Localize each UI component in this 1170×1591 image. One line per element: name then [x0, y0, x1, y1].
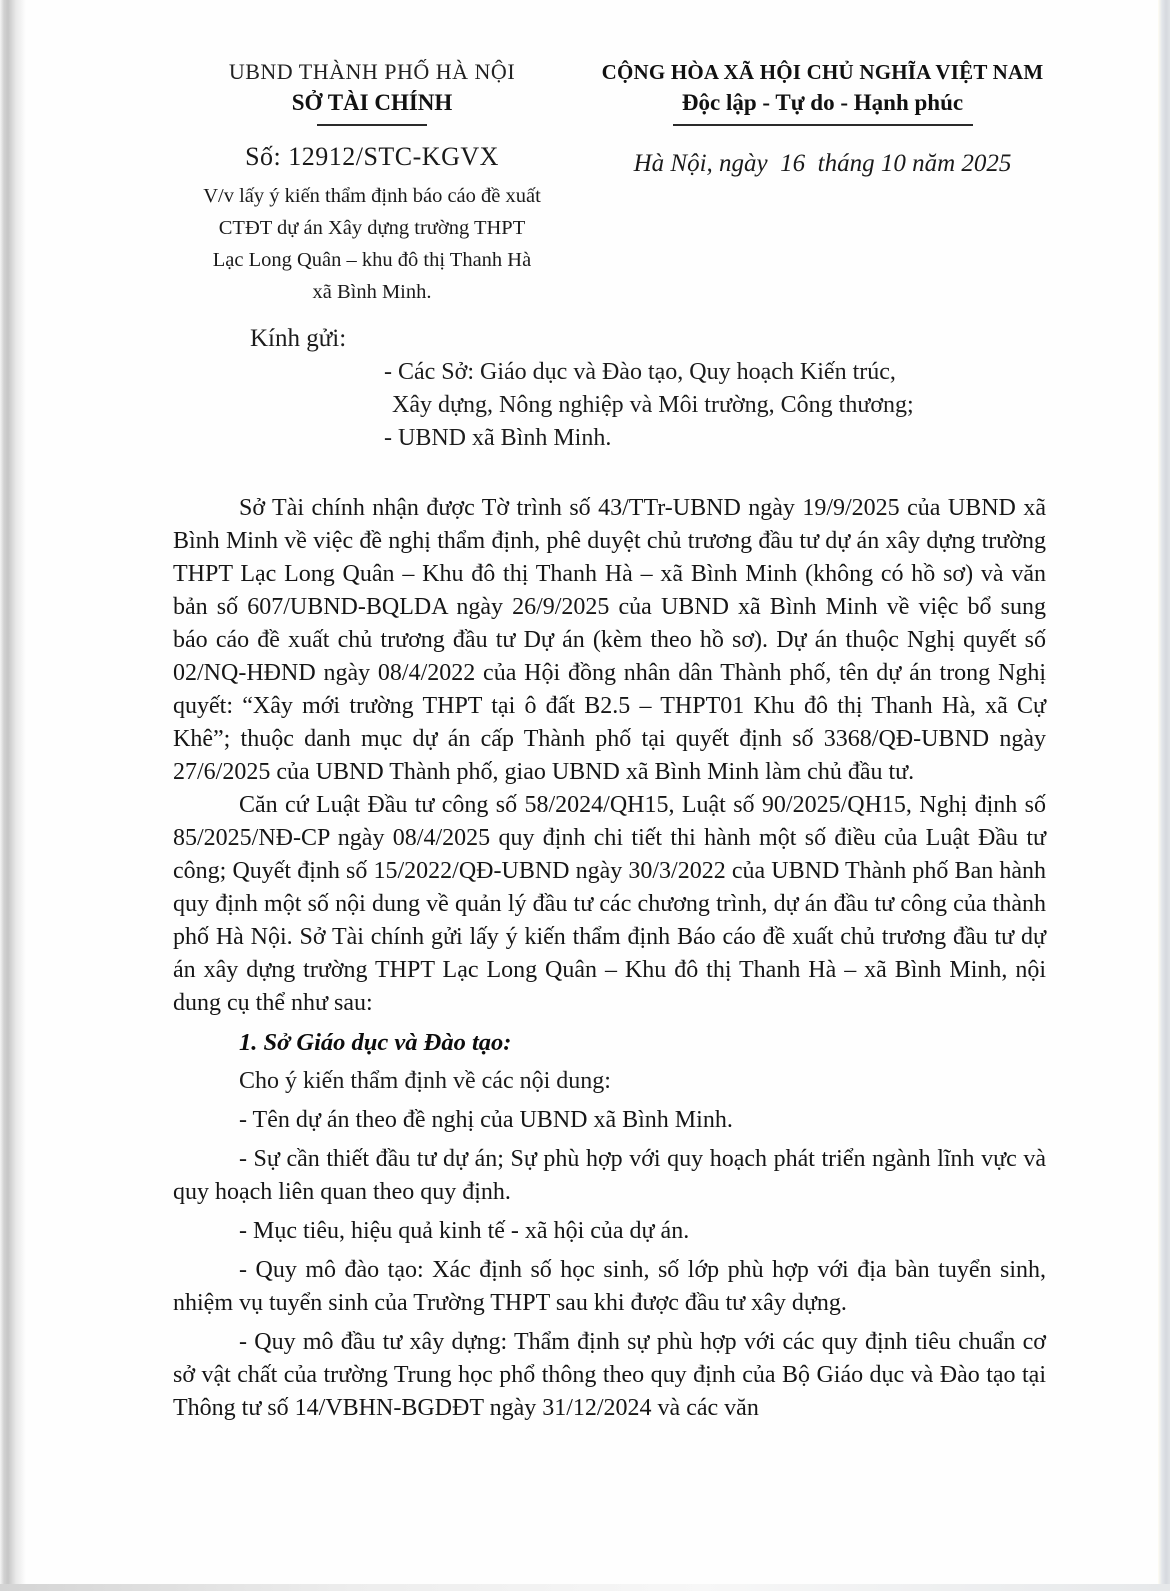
section-1-item: - Mục tiêu, hiệu quả kinh tế - xã hội của dự án. — [239, 1218, 690, 1244]
national-header-block — [585, 58, 1060, 308]
subject-line: xã Bình Minh. — [312, 281, 432, 303]
scan-edge-left — [0, 0, 26, 1591]
doc-number: Số: 12912/STC-KGVX — [245, 142, 499, 171]
body-paragraph: Sở Tài chính nhận được Tờ trình số 43/TTr-UBND ngày 19/9/2025 của UBND xã Bình Minh về việc đề nghị thẩm định, phê duyệt chủ trương đầu tư dự án xây dựng trường THPT Lạc Long Quân – Khu đô thị Thanh Hà – xã Bình Minh (không có hồ sơ) và văn bản số 607/UBND-BQLDA ngày 26/9/2025 của UBND xã Bình Minh về việc bổ sung báo cáo đề xuất chủ trương đầu tư Dự án (kèm theo hồ sơ). Dự án thuộc Nghị quyết số 02/NQ-HĐND ngày 08/4/2022 của Hội đồng nhân dân Thành phố, tên dự án trong Nghị quyết: “Xây mới trường THPT tại ô đất B2.5 – THPT01 Khu đô thị Thanh Hà, xã Cự Khê”; thuộc danh mục dự án cấp Thành phố tại quyết định số 3368/QĐ-UBND ngày 27/6/2025 của UBND Thành phố, giao UBND xã Bình Minh làm chủ đầu tư. — [173, 495, 1046, 785]
document-body — [173, 492, 1046, 1425]
scan-edge-bottom — [0, 1584, 1170, 1591]
recipient-line: Xây dựng, Nông nghiệp và Môi trường, Công thương; — [392, 392, 914, 418]
section-1-item: - Quy mô đào tạo: Xác định số học sinh, số lớp phù hợp với địa bàn tuyển sinh, nhiệm vụ tuyển sinh của Trường THPT sau khi được đầu tư xây dựng. — [173, 1257, 1046, 1316]
recipient-line: - UBND xã Bình Minh. — [384, 425, 612, 451]
letterhead — [173, 58, 1046, 308]
subject-line: CTĐT dự án Xây dựng trường THPT — [218, 217, 526, 239]
section-1-intro: Cho ý kiến thẩm định về các nội dung: — [239, 1068, 611, 1094]
issuer-parent-org: UBND THÀNH PHỐ HÀ NỘI — [228, 59, 516, 84]
recipients-list — [173, 356, 1046, 455]
national-country: CỘNG HÒA XÃ HỘI CHỦ NGHĨA VIỆT NAM — [601, 60, 1044, 84]
section-1-item: - Quy mô đầu tư xây dựng: Thẩm định sự phù hợp với các quy định tiêu chuẩn cơ sở vật chất của trường Trung học phổ thông theo quy định của Bộ Giáo dục và Đào tạo tại Thông tư số 14/VBHN-BGDĐT ngày 31/12/2024 và các văn — [173, 1329, 1046, 1421]
scan-edge-right — [1158, 0, 1170, 1591]
section-1-item: - Sự cần thiết đầu tư dự án; Sự phù hợp với quy hoạch phát triển ngành lĩnh vực và quy hoạch liên quan theo quy định. — [173, 1146, 1046, 1205]
issuer-org-name: SỞ TÀI CHÍNH — [291, 90, 453, 115]
recipient-line: - Các Sở: Giáo dục và Đào tạo, Quy hoạch Kiến trúc, — [384, 359, 896, 385]
subject-line: V/v lấy ý kiến thẩm định báo cáo đề xuất — [203, 185, 541, 207]
subject-line: Lạc Long Quân – khu đô thị Thanh Hà — [212, 249, 532, 271]
issuer-block — [173, 58, 571, 308]
place-date-line: Hà Nội, ngày 16 tháng 10 năm 2025 — [633, 150, 1012, 177]
document-content — [173, 58, 1046, 1425]
section-1-item: - Tên dự án theo đề nghị của UBND xã Bình Minh. — [239, 1107, 733, 1133]
issuer-rule — [317, 124, 427, 126]
section-1-heading: 1. Sở Giáo dục và Đào tạo: — [239, 1029, 512, 1056]
salutation: Kính gửi: — [250, 325, 347, 352]
body-paragraph: Căn cứ Luật Đầu tư công số 58/2024/QH15, Luật số 90/2025/QH15, Nghị định số 85/2025/NĐ-CP ngày 08/4/2025 quy định chi tiết thi hành một số điều của Luật Đầu tư công; Quyết định số 15/2022/QĐ-UBND ngày 30/3/2022 của UBND Thành phố Ban hành quy định một số nội dung về quản lý đầu tư các chương trình, dự án đầu tư công của thành phố Hà Nội. Sở Tài chính gửi lấy ý kiến thẩm định Báo cáo đề xuất chủ trương đầu tư dự án xây dựng trường THPT Lạc Long Quân – Khu đô thị Thanh Hà – xã Bình Minh, nội dung cụ thể như sau: — [173, 792, 1046, 1016]
national-motto: Độc lập - Tự do - Hạnh phúc — [681, 90, 964, 115]
national-rule — [673, 124, 973, 126]
doc-subject — [173, 180, 571, 308]
